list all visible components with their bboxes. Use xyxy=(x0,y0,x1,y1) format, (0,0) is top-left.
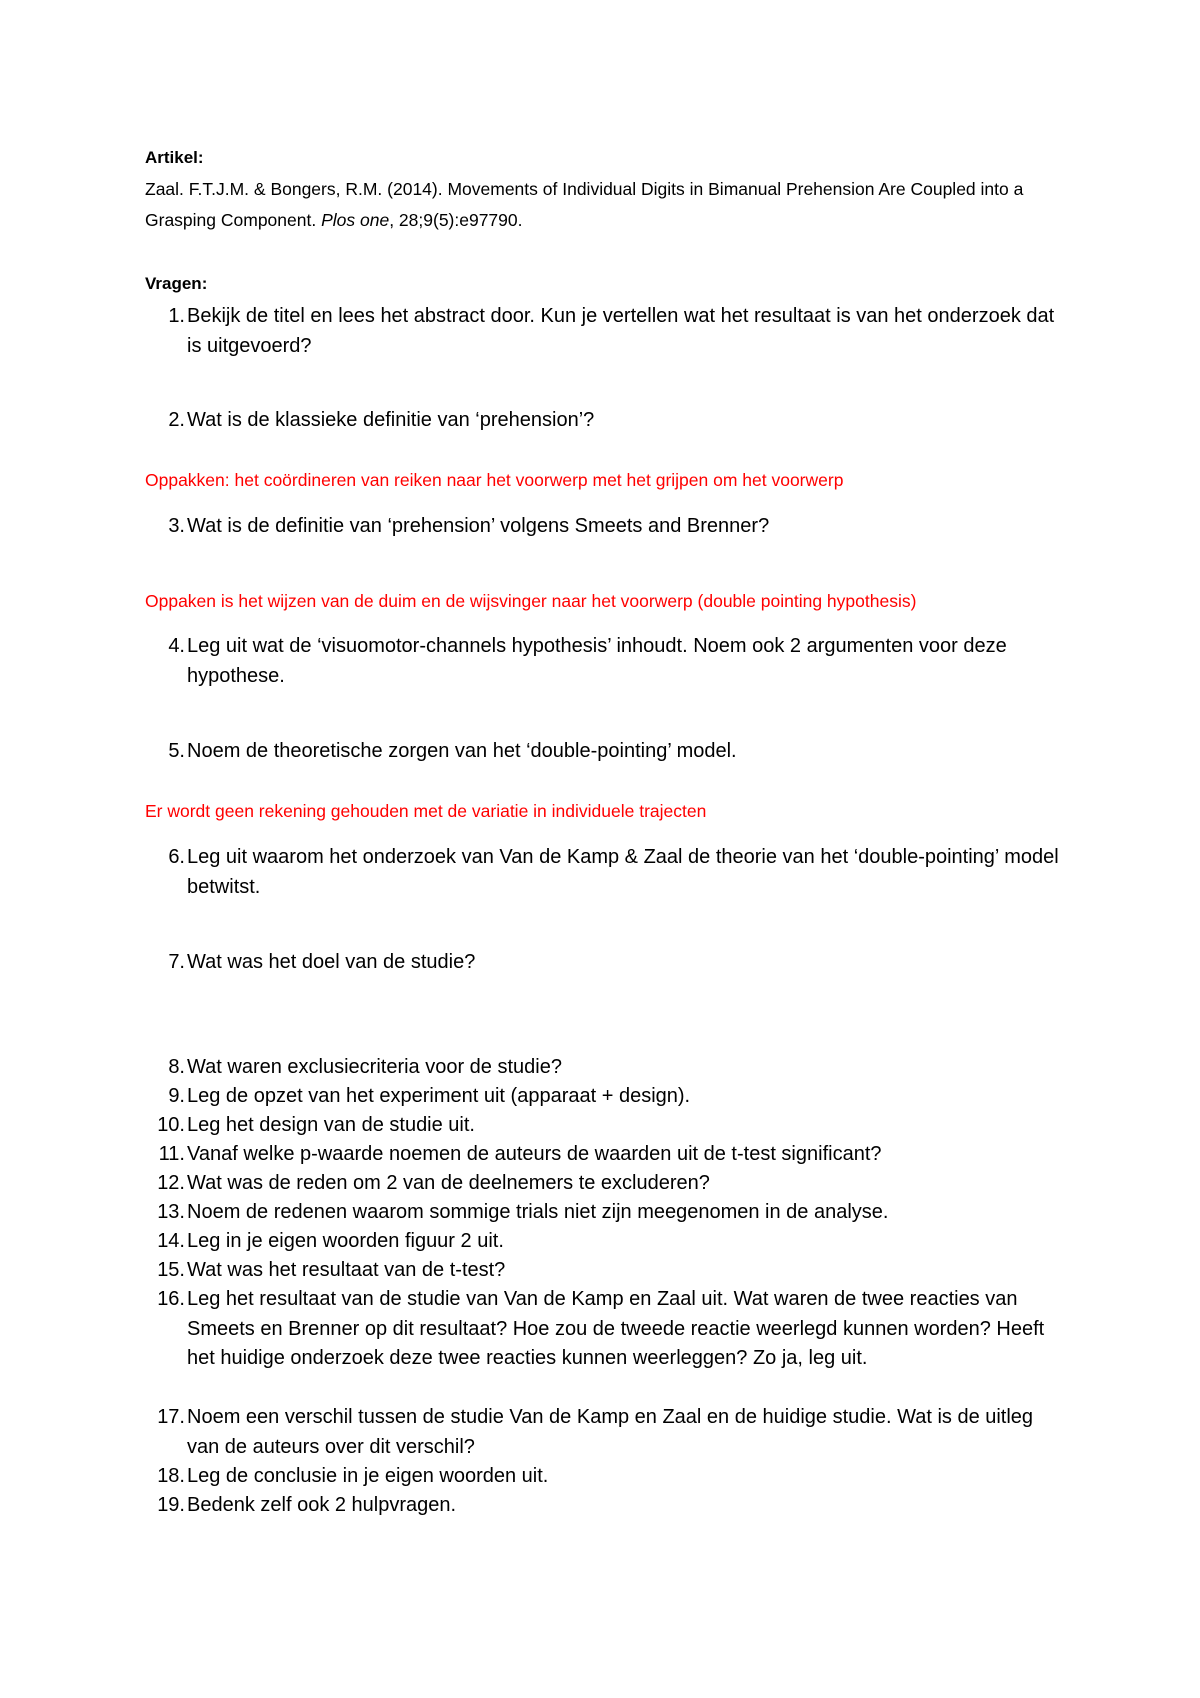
answer-text: Er wordt geen rekening gehouden met de variatie in individuele trajecten xyxy=(145,801,707,821)
citation-text: Zaal. F.T.J.M. & Bongers, R.M. (2014). Movements of Individual Digits in Bimanual Prehension Are Coupled into a Grasping Component. xyxy=(145,179,1024,230)
question-number: 19. xyxy=(157,1494,185,1516)
article-label: Artikel: xyxy=(145,148,204,167)
answer-text: Oppakken: het coördineren van reiken naar het voorwerp met het grijpen om het voorwerp xyxy=(145,470,844,490)
question-item xyxy=(145,843,1070,902)
question-text: Bekijk de titel en lees het abstract door. Kun je vertellen wat het resultaat is van het onderzoek dat is uitgevoerd? xyxy=(187,305,1055,357)
question-text: Wat is de klassieke definitie van ‘prehension’? xyxy=(187,409,595,431)
question-text: Wat was het resultaat van de t-test? xyxy=(187,1259,506,1281)
question-number: 1. xyxy=(168,305,185,327)
question-number: 18. xyxy=(157,1465,185,1487)
question-text: Leg de opzet van het experiment uit (apparaat + design). xyxy=(187,1085,691,1107)
question-item xyxy=(145,1169,1070,1199)
question-text: Bedenk zelf ook 2 hulpvragen. xyxy=(187,1494,457,1516)
question-text: Leg uit waarom het onderzoek van Van de Kamp & Zaal de theorie van het ‘double-pointing’ model betwitst. xyxy=(187,846,1059,898)
journal-name: Plos one xyxy=(321,210,390,230)
question-item xyxy=(145,1111,1070,1141)
question-number: 3. xyxy=(168,515,185,537)
question-text: Leg het design van de studie uit. xyxy=(187,1114,475,1136)
question-item xyxy=(145,302,1070,361)
question-text: Vanaf welke p-waarde noemen de auteurs de waarden uit de t-test significant? xyxy=(187,1143,882,1165)
question-number: 17. xyxy=(157,1406,185,1428)
question-item xyxy=(145,512,1070,542)
question-item xyxy=(145,1082,1070,1112)
question-number: 16. xyxy=(157,1288,185,1310)
question-text: Wat is de definitie van ‘prehension’ volgens Smeets and Brenner? xyxy=(187,515,770,537)
question-text: Leg het resultaat van de studie van Van de Kamp en Zaal uit. Wat waren de twee reacties van Smeets en Brenner op dit resultaat? Hoe zou de tweede reactie weerlegd kunnen worden? Heeft het huidige onderzoek deze twee reacties kunnen weerleggen? Zo ja, leg uit. xyxy=(187,1288,1045,1369)
question-item xyxy=(145,1285,1070,1374)
question-item xyxy=(145,948,1070,978)
question-number: 15. xyxy=(157,1259,185,1281)
question-number: 9. xyxy=(168,1085,185,1107)
question-number: 2. xyxy=(168,409,185,431)
question-number: 12. xyxy=(157,1172,185,1194)
question-item xyxy=(145,1256,1070,1286)
question-text: Noem een verschil tussen de studie Van de Kamp en Zaal en de huidige studie. Wat is de uitleg van de auteurs over dit verschil? xyxy=(187,1406,1034,1458)
article-citation xyxy=(145,174,1065,236)
question-item xyxy=(145,632,1070,691)
question-number: 11. xyxy=(158,1143,185,1165)
question-item xyxy=(145,1198,1070,1228)
question-number: 14. xyxy=(157,1230,185,1252)
question-text: Leg uit wat de ‘visuomotor-channels hypothesis’ inhoudt. Noem ook 2 argumenten voor deze hypothese. xyxy=(187,635,1007,687)
question-text: Leg de conclusie in je eigen woorden uit. xyxy=(187,1465,549,1487)
question-text: Wat was de reden om 2 van de deelnemers te excluderen? xyxy=(187,1172,710,1194)
question-text: Wat was het doel van de studie? xyxy=(187,951,476,973)
question-item xyxy=(145,737,1070,767)
question-number: 13. xyxy=(157,1201,185,1223)
citation-volume: , 28;9(5):e97790. xyxy=(389,210,523,230)
question-number: 8. xyxy=(168,1056,185,1078)
question-text: Noem de redenen waarom sommige trials niet zijn meegenomen in de analyse. xyxy=(187,1201,889,1223)
question-item xyxy=(145,406,1070,436)
question-item xyxy=(145,1140,1070,1170)
question-text: Leg in je eigen woorden figuur 2 uit. xyxy=(187,1230,504,1252)
question-number: 7. xyxy=(168,951,185,973)
question-number: 5. xyxy=(168,740,185,762)
question-item xyxy=(145,1227,1070,1257)
question-item xyxy=(145,1053,1070,1083)
questions-label: Vragen: xyxy=(145,274,208,293)
question-item xyxy=(145,1462,1070,1492)
answer-text: Oppaken is het wijzen van de duim en de wijsvinger naar het voorwerp (double pointing hypothesis) xyxy=(145,591,917,611)
question-item xyxy=(145,1403,1070,1462)
question-number: 10. xyxy=(157,1114,185,1136)
question-text: Noem de theoretische zorgen van het ‘double-pointing’ model. xyxy=(187,740,737,762)
question-item xyxy=(145,1491,1070,1521)
question-number: 4. xyxy=(168,635,185,657)
question-number: 6. xyxy=(168,846,185,868)
question-text: Wat waren exclusiecriteria voor de studie? xyxy=(187,1056,562,1078)
